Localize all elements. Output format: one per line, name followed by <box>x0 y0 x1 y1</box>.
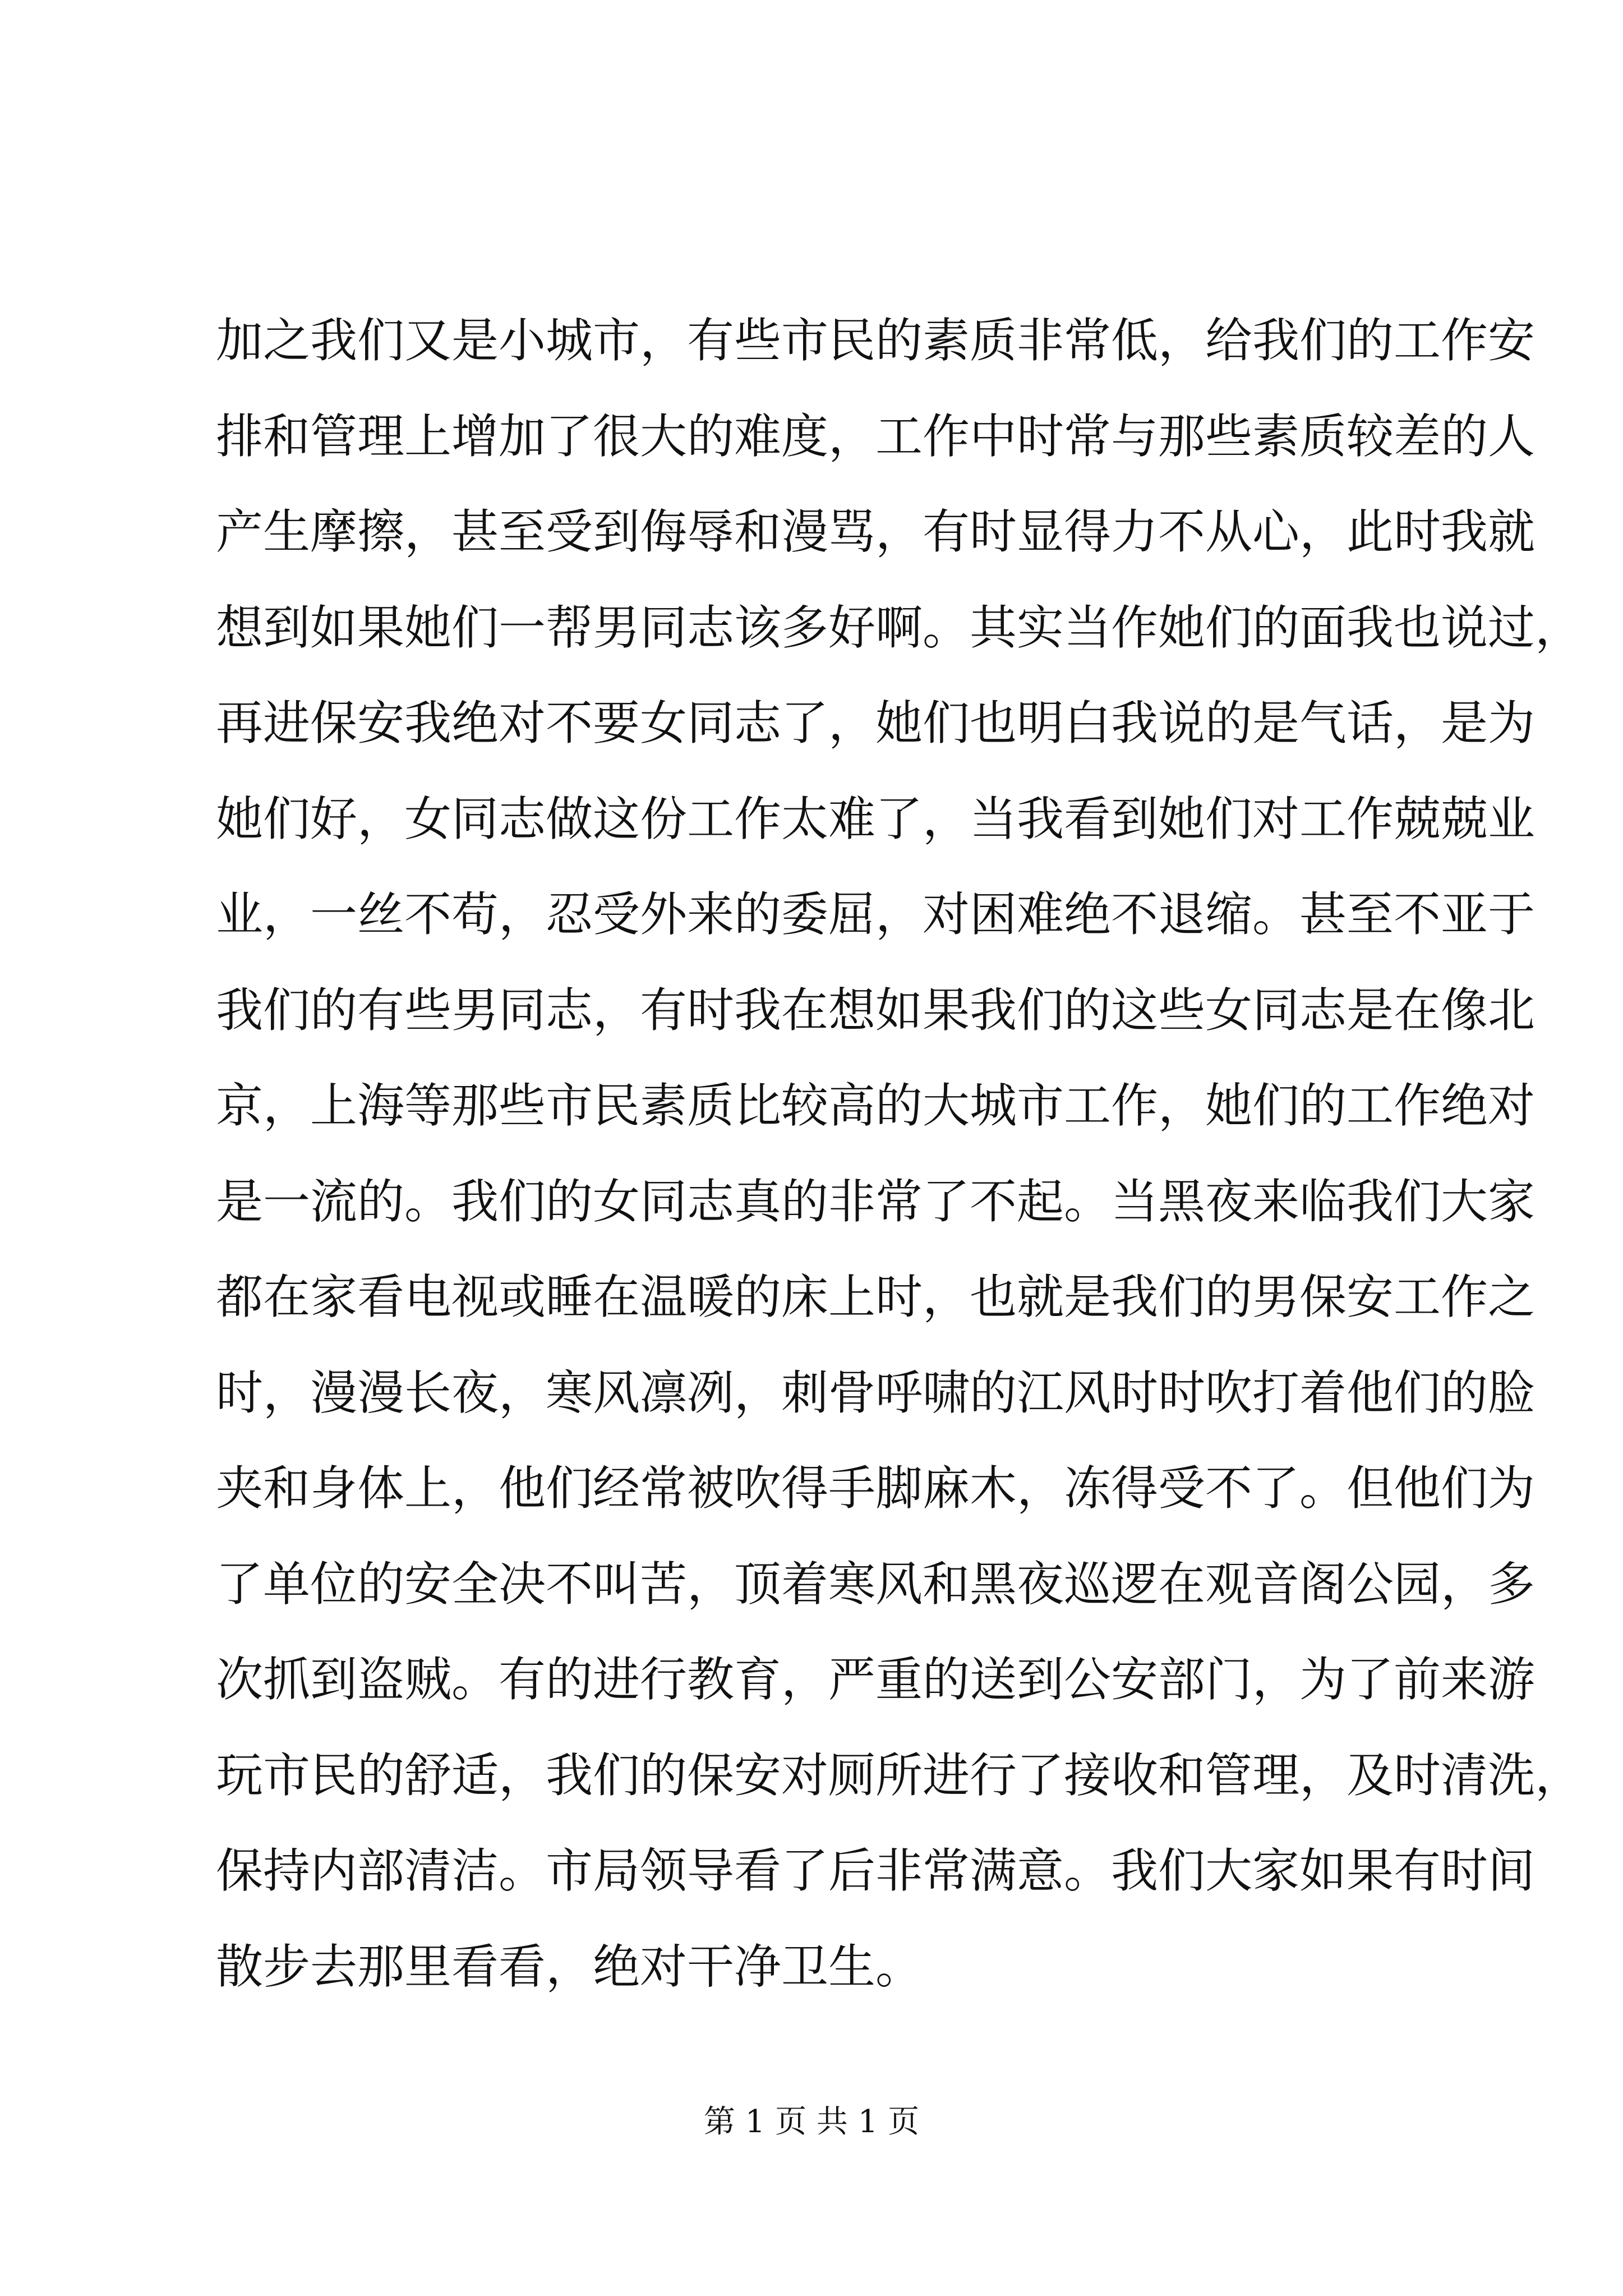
text-line: 都在家看电视或睡在温暖的床上时，也就是我们的男保安工作之 <box>216 1269 1536 1324</box>
text-line: 再进保安我绝对不要女同志了，她们也明白我说的是气话，是为 <box>216 696 1536 751</box>
text-line: 业，一丝不苟，忍受外来的委屈，对困难绝不退缩。甚至不亚于 <box>216 887 1536 942</box>
text-line: 产生摩擦，甚至受到侮辱和漫骂，有时显得力不从心，此时我就 <box>216 504 1536 559</box>
text-line: 夹和身体上，他们经常被吹得手脚麻木，冻得受不了。但他们为 <box>216 1461 1536 1516</box>
text-line: 京，上海等那些市民素质比较高的大城市工作，她们的工作绝对 <box>216 1078 1536 1133</box>
text-line: 玩市民的舒适，我们的保安对厕所进行了接收和管理，及时清洗， <box>216 1747 1583 1803</box>
text-line: 她们好，女同志做这份工作太难了，当我看到她们对工作兢兢业 <box>216 791 1536 846</box>
text-line: 我们的有些男同志，有时我在想如果我们的这些女同志是在像北 <box>216 982 1536 1038</box>
text-line: 加之我们又是小城市，有些市民的素质非常低，给我们的工作安 <box>216 313 1536 368</box>
text-line: 排和管理上增加了很大的难度，工作中时常与那些素质较差的人 <box>216 408 1536 464</box>
page-number-footer: 第 1 页 共 1 页 <box>703 2104 920 2140</box>
text-line: 次抓到盗贼。有的进行教育，严重的送到公安部门，为了前来游 <box>216 1652 1536 1707</box>
text-line: 是一流的。我们的女同志真的非常了不起。当黑夜来临我们大家 <box>216 1174 1536 1229</box>
text-line: 想到如果她们一帮男同志该多好啊。其实当作她们的面我也说过， <box>216 600 1583 655</box>
text-line: 散步去那里看看，绝对干净卫生。 <box>216 1939 923 1994</box>
text-line: 时，漫漫长夜，寒风凛冽，刺骨呼啸的江风时时吹打着他们的脸 <box>216 1365 1536 1420</box>
body-paragraph <box>216 293 1583 2014</box>
text-line: 保持内部清洁。市局领导看了后非常满意。我们大家如果有时间 <box>216 1843 1536 1898</box>
text-line: 了单位的安全决不叫苦，顶着寒风和黑夜巡逻在观音阁公园，多 <box>216 1556 1536 1612</box>
